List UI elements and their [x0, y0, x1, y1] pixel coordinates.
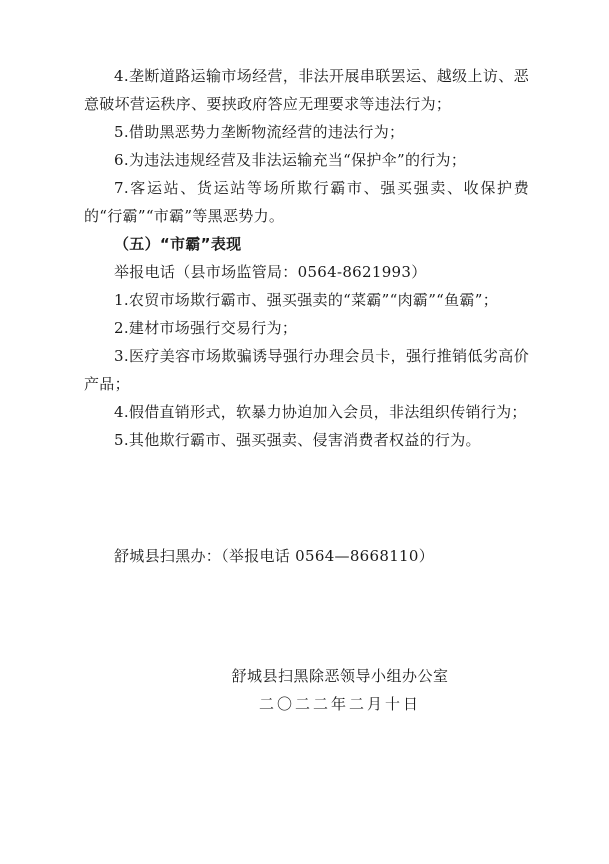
section-item-4: 4.假借直销形式，软暴力协迫加入会员，非法组织传销行为；: [114, 403, 527, 421]
section-heading: （五）“市霸”表现: [114, 235, 242, 253]
section-item-1: 1.农贸市场欺行霸市、强买强卖的“菜霸”“肉霸”“鱼霸”；: [114, 291, 499, 309]
section-item-5: 5.其他欺行霸市、强买强卖、侵害消费者权益的行为。: [114, 431, 481, 449]
signature-date: 二〇二二年二月十日: [258, 695, 421, 713]
paragraph-item-4: 4.垄断道路运输市场经营，非法开展串联罢运、越级上访、恶意破坏营运秩序、要挟政府答应无理要求等违法行为；: [84, 67, 529, 113]
paragraph-item-5: 5.借助黑恶势力垄断物流经营的违法行为；: [114, 123, 405, 141]
paragraph-item-7: 7.客运站、货运站等场所欺行霸市、强买强卖、收保护费的“行霸”“市霸”等黑恶势力。: [84, 179, 529, 225]
contact-line: 舒城县扫黑办：（举报电话 0564—8668110）: [114, 547, 435, 565]
report-hotline: 举报电话（县市场监管局：0564-8621993）: [114, 263, 427, 281]
section-item-3: 3.医疗美容市场欺骗诱导强行办理会员卡，强行推销低劣高价产品；: [84, 347, 529, 393]
document-body: [84, 62, 529, 454]
signature-organization: 舒城县扫黑除恶领导小组办公室: [231, 667, 449, 685]
paragraph-item-6: 6.为违法违规经营及非法运输充当“保护伞”的行为；: [114, 151, 467, 169]
section-item-2: 2.建材市场强行交易行为；: [114, 319, 298, 337]
